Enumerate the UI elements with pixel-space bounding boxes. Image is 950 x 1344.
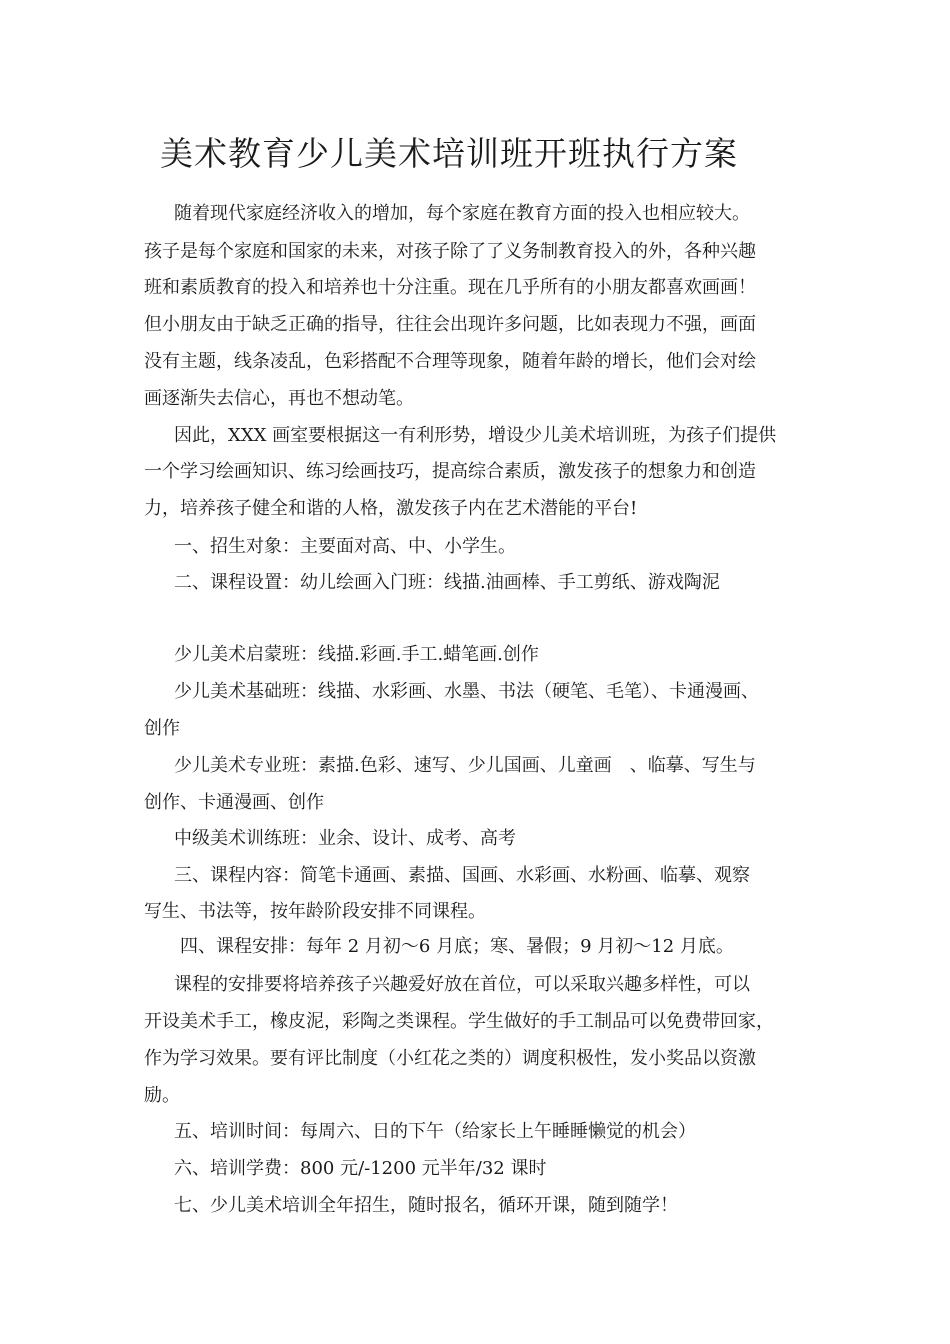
paragraph-line: 励。 xyxy=(144,1085,180,1106)
paragraph-line: 随着现代家庭经济收入的增加，每个家庭在教育方面的投入也相应较大。 xyxy=(174,203,750,224)
paragraph-line: 作为学习效果。要有评比制度（小红花之类的）调度积极性，发小奖品以资激 xyxy=(144,1048,756,1069)
section-content: 三、课程内容：简笔卡通画、素描、国画、水彩画、水粉画、临摹、观察 xyxy=(174,865,750,886)
paragraph-line: 画逐渐失去信心，再也不想动笔。 xyxy=(144,388,414,409)
paragraph-line: 班和素质教育的投入和培养也十分注重。现在几乎所有的小朋友都喜欢画画！ xyxy=(144,277,756,298)
paragraph-line: 课程的安排要将培养孩子兴趣爱好放在首位，可以采取兴趣多样性，可以 xyxy=(174,974,750,995)
paragraph-line: 一个学习绘画知识、练习绘画技巧，提高综合素质，激发孩子的想象力和创造 xyxy=(144,461,756,482)
paragraph-line: 但小朋友由于缺乏正确的指导，往往会出现许多问题，比如表现力不强，画面 xyxy=(144,314,756,335)
paragraph-line: 开设美术手工，橡皮泥，彩陶之类课程。学生做好的手工制品可以免费带回家， xyxy=(144,1011,774,1032)
course-basic: 少儿美术基础班：线描、水彩画、水墨、书法（硬笔、毛笔）、卡通漫画、 xyxy=(174,681,759,702)
section-training-time: 五、培训时间：每周六、日的下午（给家长上午睡睡懒觉的机会） xyxy=(174,1121,696,1142)
paragraph-line: 孩子是每个家庭和国家的未来，对孩子除了了义务制教育投入的外，各种兴趣 xyxy=(144,241,756,262)
paragraph-line: 创作、卡通漫画、创作 xyxy=(144,792,324,813)
section-enrollment-info: 七、少儿美术培训全年招生，随时报名，循环开课，随到随学！ xyxy=(174,1195,678,1216)
section-courses: 二、课程设置：幼儿绘画入门班：线描.油画棒、手工剪纸、游戏陶泥 xyxy=(174,572,720,593)
section-enrollment: 一、招生对象：主要面对高、中、小学生。 xyxy=(174,536,516,557)
document-title: 美术教育少儿美术培训班开班执行方案 xyxy=(160,134,738,173)
course-enlightenment: 少儿美术启蒙班：线描.彩画.手工.蜡笔画.创作 xyxy=(174,644,539,665)
paragraph-line: 创作 xyxy=(144,718,180,739)
paragraph-line: 写生、书法等，按年龄阶段安排不同课程。 xyxy=(144,901,486,922)
section-fees: 六、培训学费：800 元/-1200 元半年/32 课时 xyxy=(174,1158,547,1179)
course-professional: 少儿美术专业班：素描.色彩、速写、少儿国画、儿童画 、临摹、写生与 xyxy=(174,755,756,776)
paragraph-line: 没有主题，线条凌乱，色彩搭配不合理等现象，随着年龄的增长，他们会对绘 xyxy=(144,351,756,372)
paragraph-line: 因此，XXX 画室要根据这一有利形势，增设少儿美术培训班，为孩子们提供 xyxy=(174,425,777,446)
section-schedule: 四、课程安排：每年 2 月初～6 月底；寒、暑假；9 月初～12 月底。 xyxy=(180,936,734,957)
course-intermediate: 中级美术训练班：业余、设计、成考、高考 xyxy=(174,828,516,849)
paragraph-line: 力，培养孩子健全和谐的人格，激发孩子内在艺术潜能的平台! xyxy=(144,498,638,519)
